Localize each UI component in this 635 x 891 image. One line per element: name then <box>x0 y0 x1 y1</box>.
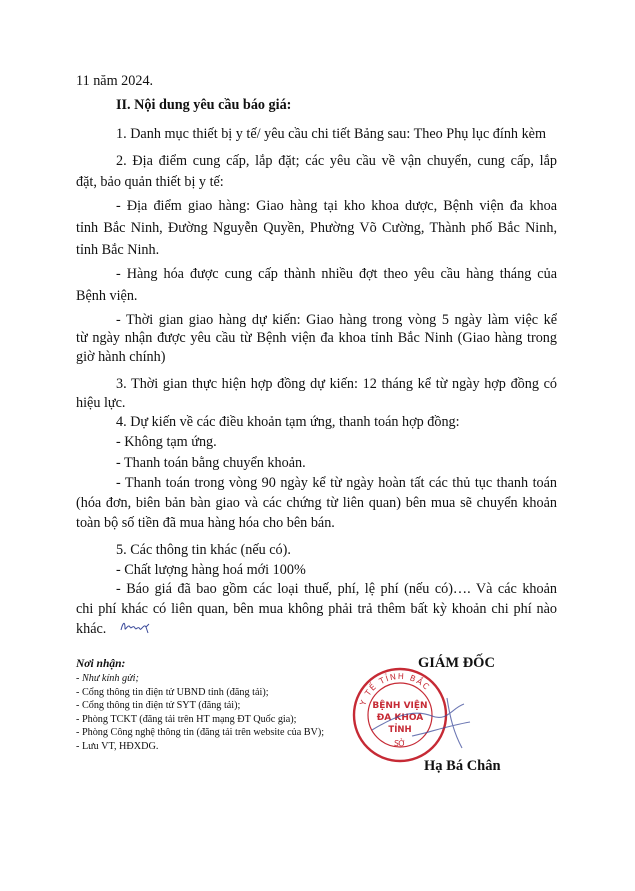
recipient-item: - Cổng thông tin điện tử SYT (đăng tải); <box>76 700 241 712</box>
signer-position: GIÁM ĐỐC <box>418 655 495 671</box>
stamp-line-3: TỈNH <box>388 725 412 735</box>
body-line: - Thời gian giao hàng dự kiến: Giao hàng trong vòng 5 ngày làm việc kể <box>116 312 557 328</box>
recipient-item: - Lưu VT, HĐXDG. <box>76 740 159 752</box>
recipients-block <box>76 657 324 754</box>
body-line: 2. Địa điểm cung cấp, lắp đặt; các yêu cầu về vận chuyển, cung cấp, lắp <box>116 153 557 169</box>
initial-signature <box>119 618 153 636</box>
stamp-line-2: ĐA KHOA <box>376 713 424 723</box>
body-line: toàn bộ số tiền đã mua hàng hóa cho bên bán. <box>76 515 335 531</box>
body-line: - Thanh toán bằng chuyển khoản. <box>116 455 306 471</box>
handwritten-signature <box>352 678 482 758</box>
body-line: - Chất lượng hàng hoá mới 100% <box>116 562 306 578</box>
body-line: 4. Dự kiến về các điều khoản tạm ứng, thanh toán hợp đồng: <box>116 414 460 430</box>
body-line: - Thanh toán trong vòng 90 ngày kể từ ngày hoàn tất các thủ tục thanh toán <box>116 475 557 491</box>
recipient-item: - Cổng thông tin điện tử UBND tỉnh (đăng tải); <box>76 686 269 698</box>
recipient-item: - Như kính gửi; <box>76 673 139 684</box>
body-line: khác. <box>76 621 107 637</box>
body-line: giờ hành chính) <box>76 349 166 365</box>
recipients-title: Nơi nhận: <box>76 658 126 670</box>
section-title: II. Nội dung yêu cầu báo giá: <box>116 97 292 113</box>
body-line: (hóa đơn, biên bản bàn giao và các chứng từ liên quan) bên mua sẽ chuyển khoản <box>76 495 557 511</box>
body-line: đặt, bảo quản thiết bị y tế: <box>76 174 224 190</box>
recipient-item: - Phòng Công nghệ thông tin (đăng tải trên website của BV); <box>76 727 325 739</box>
body-line: 1. Danh mục thiết bị y tế/ yêu cầu chi tiết Bảng sau: Theo Phụ lục đính kèm <box>116 126 547 142</box>
body-line: từ ngày nhận được yêu cầu từ Bệnh viện đa khoa tỉnh Bắc Ninh (Giao hàng trong <box>76 330 557 346</box>
body-line: - Địa điểm giao hàng: Giao hàng tại kho khoa dược, Bệnh viện đa khoa <box>116 198 557 214</box>
body-line: chi phí khác có liên quan, bên mua không phải trả thêm bất kỳ khoản chi phí nào <box>76 601 557 617</box>
body-line: 5. Các thông tin khác (nếu có). <box>116 542 291 558</box>
stamp-ring-top: Y TẾ TỈNH BẮC <box>358 671 432 707</box>
body-line: 3. Thời gian thực hiện hợp đồng dự kiến: 12 tháng kể từ ngày hợp đồng có <box>116 376 557 392</box>
body-line: Bệnh viện. <box>76 288 138 304</box>
body-line: tỉnh Bắc Ninh. <box>76 242 160 258</box>
body-line: - Hàng hóa được cung cấp thành nhiều đợt theo yêu cầu hàng tháng của <box>116 266 557 282</box>
body-line: hiệu lực. <box>76 395 126 411</box>
body-line: 11 năm 2024. <box>76 73 154 89</box>
body-line: - Không tạm ứng. <box>116 434 217 450</box>
stamp-line-1: BỆNH VIỆN <box>372 701 428 711</box>
stamp-ring-bottom: SỞ <box>393 738 406 749</box>
body-line: - Báo giá đã bao gồm các loại thuế, phí, lệ phí (nếu có)…. Và các khoản <box>116 581 557 597</box>
recipient-item: - Phòng TCKT (đăng tải trên HT mạng ĐT Quốc gia); <box>76 713 297 725</box>
body-line: tỉnh Bắc Ninh, Đường Nguyễn Quyền, Phường Võ Cường, Thành phố Bắc Ninh, <box>76 220 557 236</box>
signer-name: Hạ Bá Chân <box>424 758 501 774</box>
